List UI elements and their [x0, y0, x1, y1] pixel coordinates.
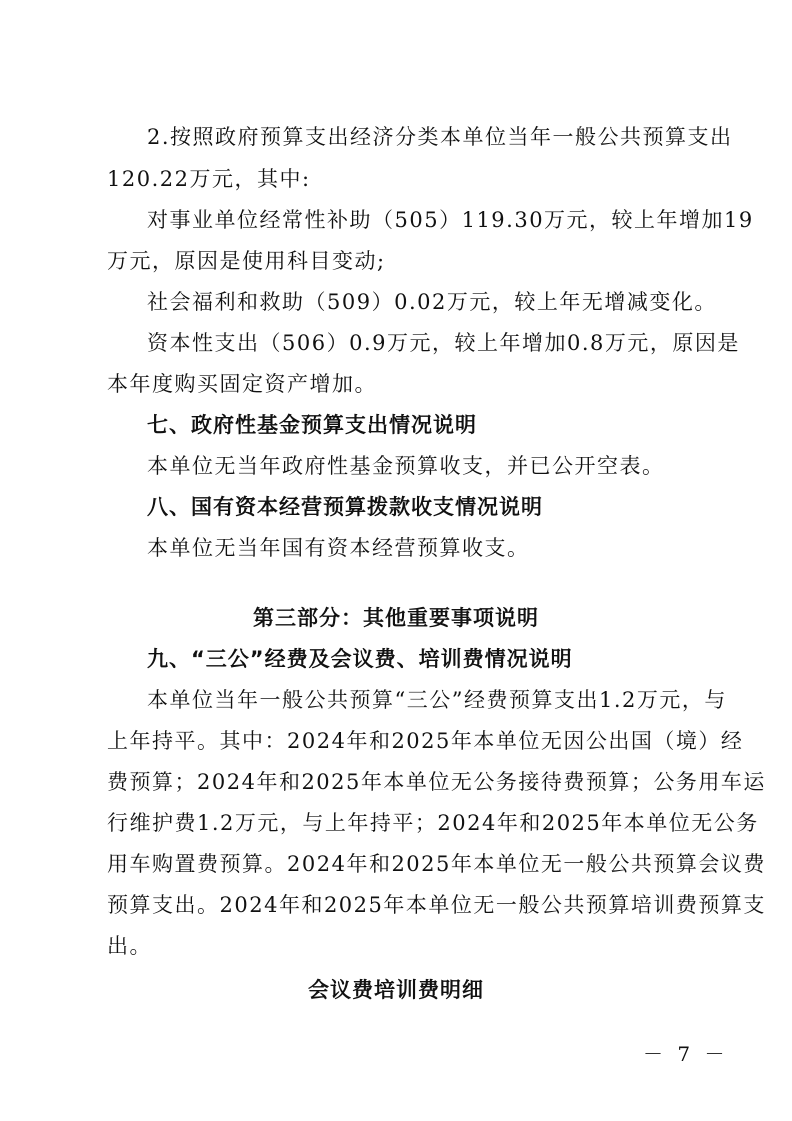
- paragraph-line: 2.按照政府预算支出经济分类本单位当年一般公共预算支出: [147, 125, 733, 149]
- paragraph-line: 费预算；2024年和2025年本单位无公务接待费预算；公务用车运: [107, 770, 766, 794]
- paragraph-line: 120.22万元，其中:: [107, 167, 311, 191]
- paragraph-line: 行维护费1.2万元，与上年持平；2024年和2025年本单位无公务: [107, 811, 759, 835]
- paragraph-line: 用车购置费预算。2024年和2025年本单位无一般公共预算会议费: [107, 852, 766, 876]
- table-caption: 会议费培训费明细: [308, 977, 484, 1002]
- paragraph-line: 上年持平。其中：2024年和2025年本单位无因公出国（境）经: [107, 729, 744, 753]
- paragraph-line: 对事业单位经常性补助（505）119.30万元，较上年增加19: [147, 208, 754, 232]
- paragraph-line: 资本性支出（506）0.9万元，较上年增加0.8万元，原因是: [147, 331, 740, 355]
- page-number: － 7 －: [643, 1042, 729, 1066]
- section-heading: 八、国有资本经营预算拨款收支情况说明: [147, 495, 543, 519]
- section-body: 本单位无当年国有资本经营预算收支。: [147, 536, 530, 560]
- paragraph-line: 本年度购买固定资产增加。: [107, 372, 377, 396]
- paragraph-line: 社会福利和救助（509）0.02万元，较上年无增减变化。: [147, 290, 717, 314]
- part-title: 第三部分：其他重要事项说明: [253, 605, 539, 630]
- section-heading: 七、政府性基金预算支出情况说明: [147, 413, 477, 437]
- paragraph-line: 预算支出。2024年和2025年本单位无一般公共预算培训费预算支: [107, 893, 766, 917]
- paragraph-line: 本单位当年一般公共预算“三公”经费预算支出1.2万元，与: [147, 688, 727, 712]
- paragraph-line: 万元，原因是使用科目变动;: [107, 249, 386, 273]
- paragraph-line: 出。: [107, 934, 152, 958]
- section-body: 本单位无当年政府性基金预算收支，并已公开空表。: [147, 454, 665, 478]
- section-heading: 九、“三公”经费及会议费、培训费情况说明: [147, 647, 573, 671]
